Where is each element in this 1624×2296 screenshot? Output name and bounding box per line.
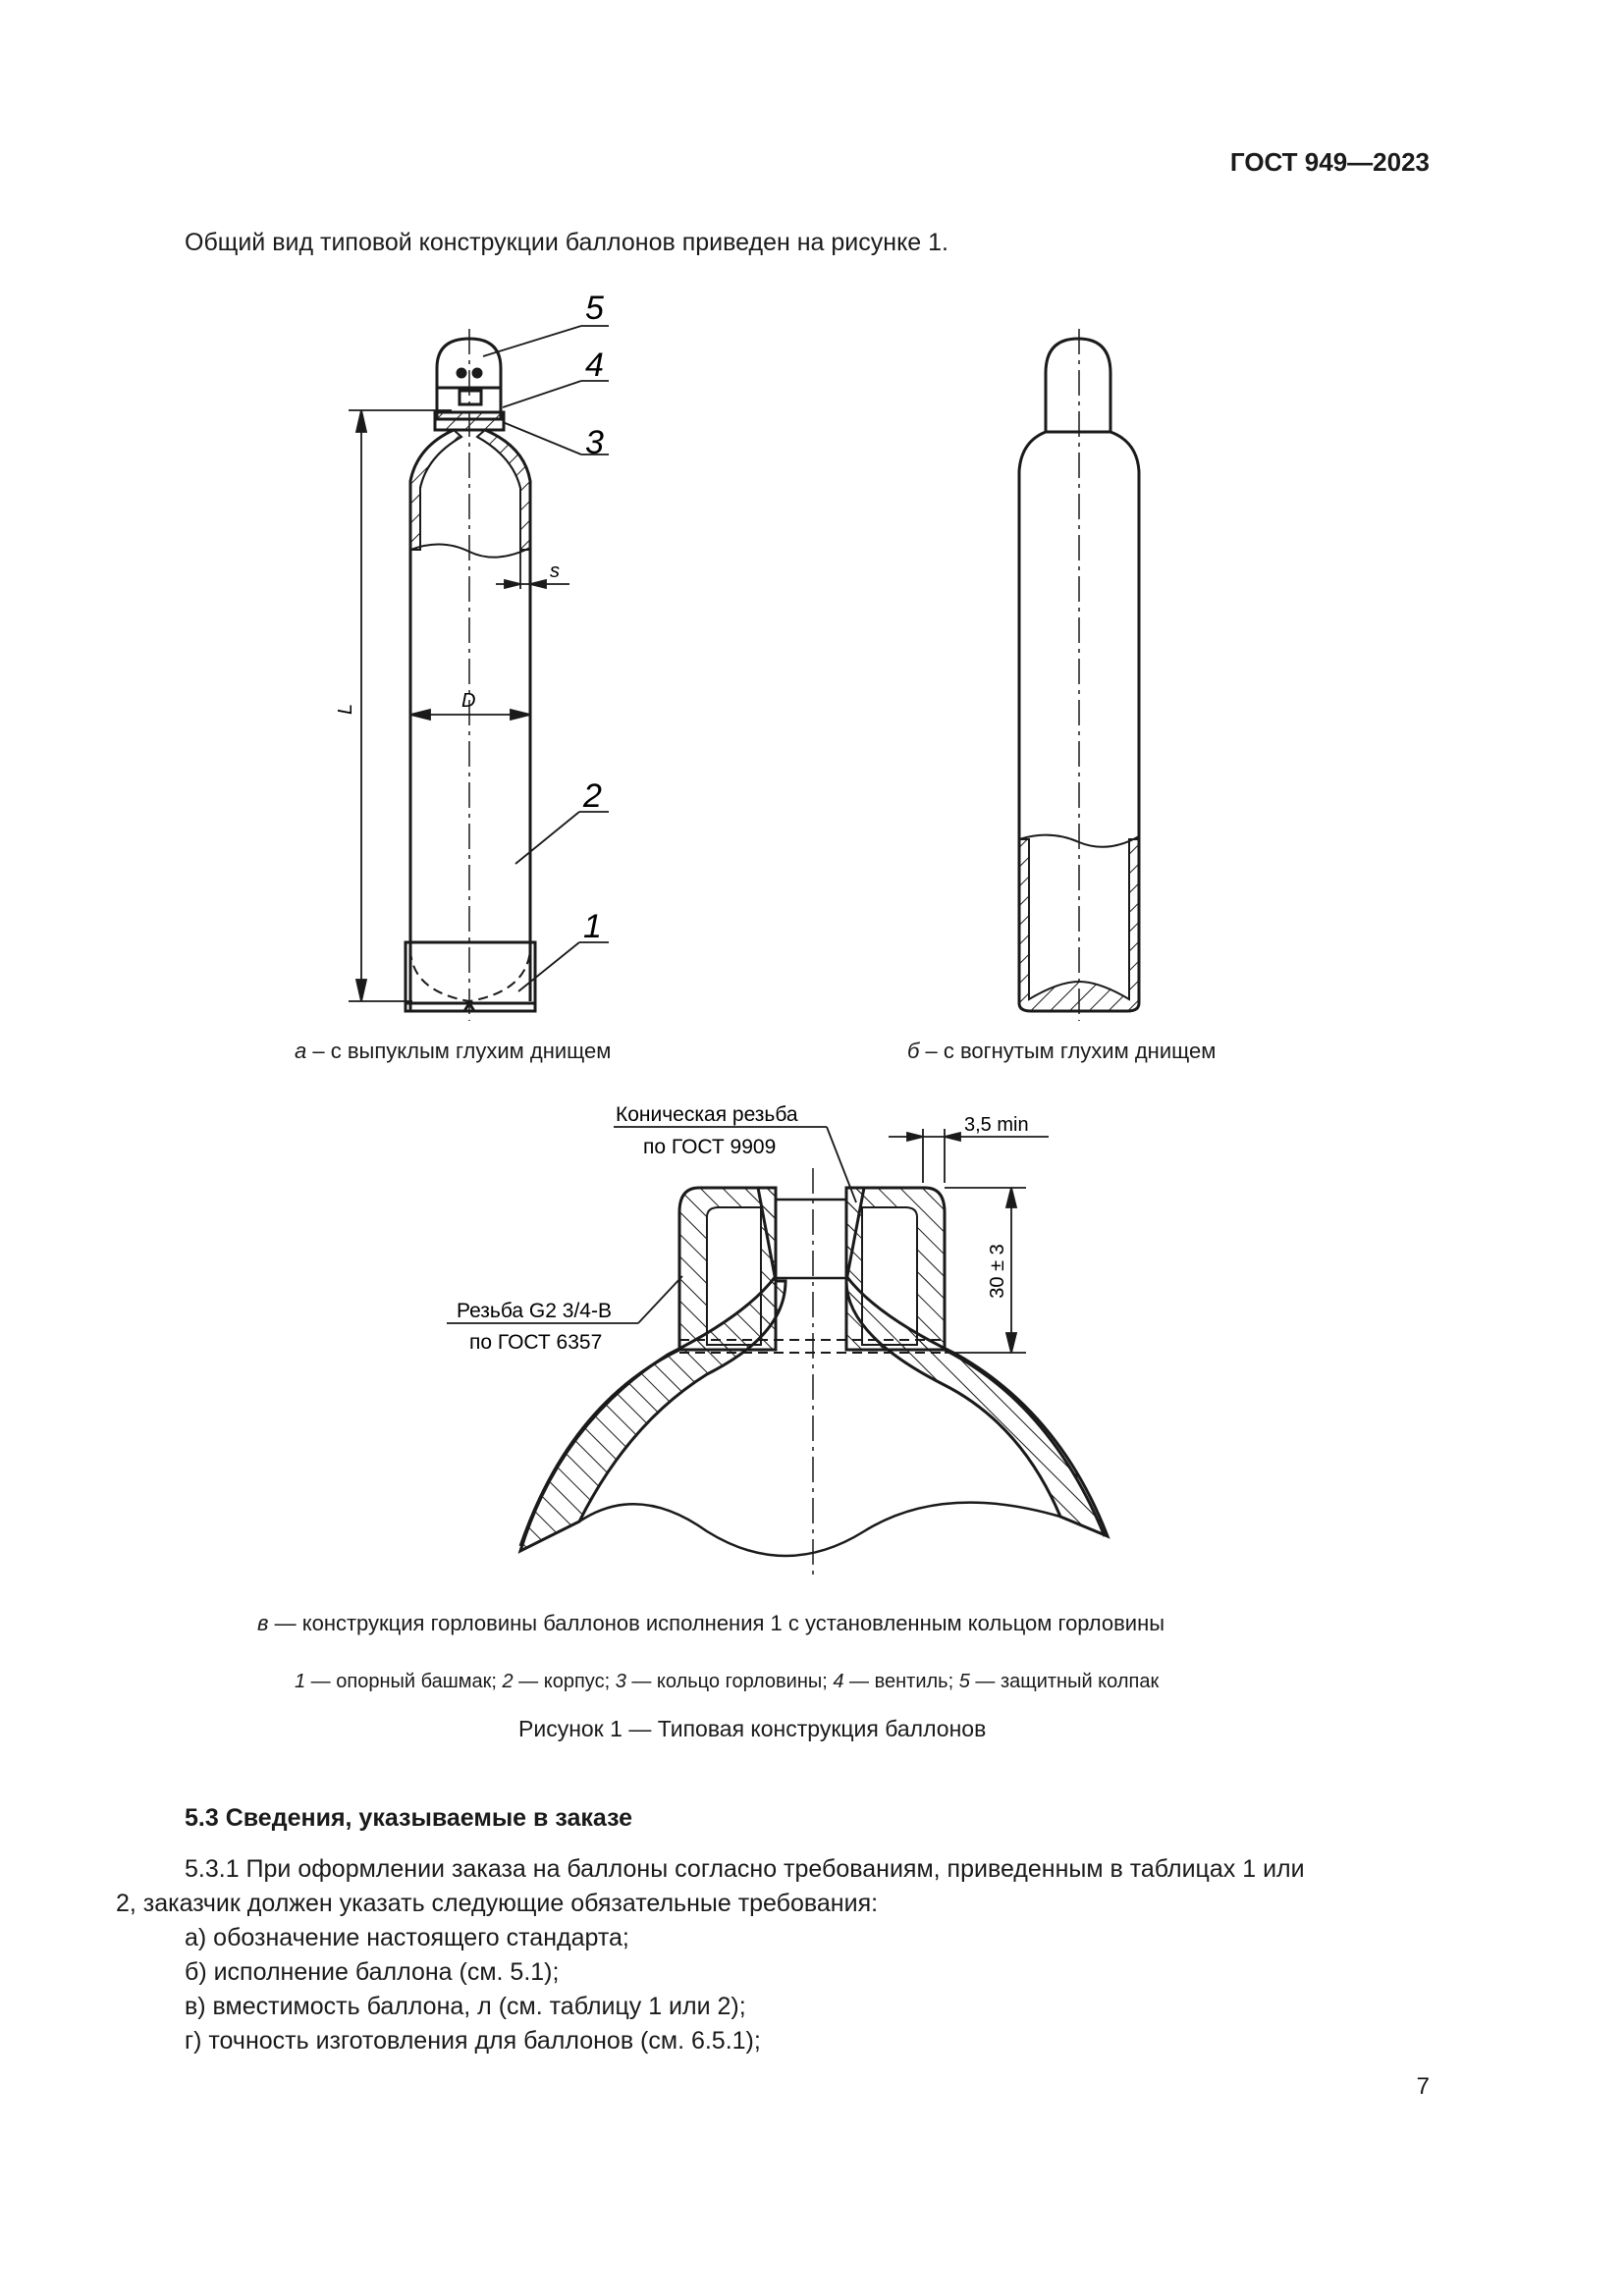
cylinder-view-b (1019, 329, 1139, 1021)
dimension-s-label: s (550, 561, 560, 582)
figure-title: Рисунок 1 — Типовая конструкция баллонов (518, 1716, 987, 1741)
legend-num-5: 5 (958, 1671, 970, 1692)
caption-view-a-text: – с выпуклым глухим днищем (306, 1039, 612, 1063)
section-para-line1: 5.3.1 При оформлении заказа на баллоны согласно требованиям, приведенным в таблицах 1 или (185, 1855, 1305, 1883)
callout-g2-thread-line1: Резьба G2 3/4-B (457, 1300, 612, 1322)
label-3: 3 (585, 424, 604, 461)
dimension-3-5-label: 3,5 min (964, 1114, 1029, 1136)
legend-num-2: 2 (502, 1671, 514, 1692)
list-item: б) исполнение баллона (см. 5.1); (185, 1958, 560, 1986)
callout-g2-thread-line2: по ГОСТ 6357 (469, 1331, 603, 1354)
dimension-D-label: D (461, 690, 476, 712)
dimension-3-5 (889, 1129, 1049, 1183)
intro-paragraph: Общий вид типовой конструкции баллонов приведен на рисунке 1. (185, 229, 948, 256)
legend-text-4: — вентиль; (843, 1671, 959, 1692)
dimension-30 (945, 1188, 1026, 1353)
caption-view-c-text: — конструкция горловины баллонов исполнения 1 с установленным кольцом горловины (268, 1611, 1165, 1635)
caption-view-b-letter: б (907, 1039, 920, 1063)
list-item: в) вместимость баллона, л (см. таблицу 1 или 2); (185, 1993, 746, 2020)
dimension-L-label: L (335, 703, 356, 715)
legend-text-2: — корпус; (513, 1671, 616, 1692)
label-1: 1 (583, 908, 602, 945)
document-code-header: ГОСТ 949—2023 (1229, 147, 1430, 177)
legend-text-5: — защитный колпак (969, 1671, 1160, 1692)
figure-legend (295, 1671, 1159, 1693)
caption-view-b-text: – с вогнутым глухим днищем (919, 1039, 1217, 1063)
label-4: 4 (585, 347, 604, 384)
dimension-30-label: 30 ± 3 (987, 1244, 1008, 1299)
caption-view-a (295, 1039, 611, 1064)
caption-view-a-letter: а (295, 1039, 307, 1063)
caption-view-c-letter: в (257, 1611, 269, 1635)
list-item: а) обозначение настоящего стандарта; (185, 1924, 629, 1951)
legend-num-1: 1 (295, 1671, 306, 1692)
callout-conic-thread-line1: Коническая резьба (616, 1103, 798, 1126)
callout-conic-thread-line2: по ГОСТ 9909 (643, 1136, 777, 1158)
legend-num-3: 3 (615, 1671, 626, 1692)
section-heading: 5.3 Сведения, указываемые в заказе (185, 1804, 633, 1832)
list-item: г) точность изготовления для баллонов (см. 6.5.1); (185, 2027, 761, 2055)
caption-view-c (257, 1611, 1164, 1636)
cylinder-view-a (406, 329, 535, 1021)
dimension-L (349, 410, 452, 1001)
page-number: 7 (1416, 2073, 1430, 2100)
legend-text-1: — опорный башмак; (305, 1671, 503, 1692)
section-para-line2: 2, заказчик должен указать следующие обязательные требования: (116, 1890, 879, 1917)
legend-num-4: 4 (833, 1671, 844, 1692)
label-5: 5 (585, 290, 604, 327)
legend-text-3: — кольцо горловины; (625, 1671, 834, 1692)
label-2: 2 (583, 777, 602, 815)
caption-view-b (907, 1039, 1216, 1064)
neck-detail-view-c (520, 1168, 1108, 1580)
